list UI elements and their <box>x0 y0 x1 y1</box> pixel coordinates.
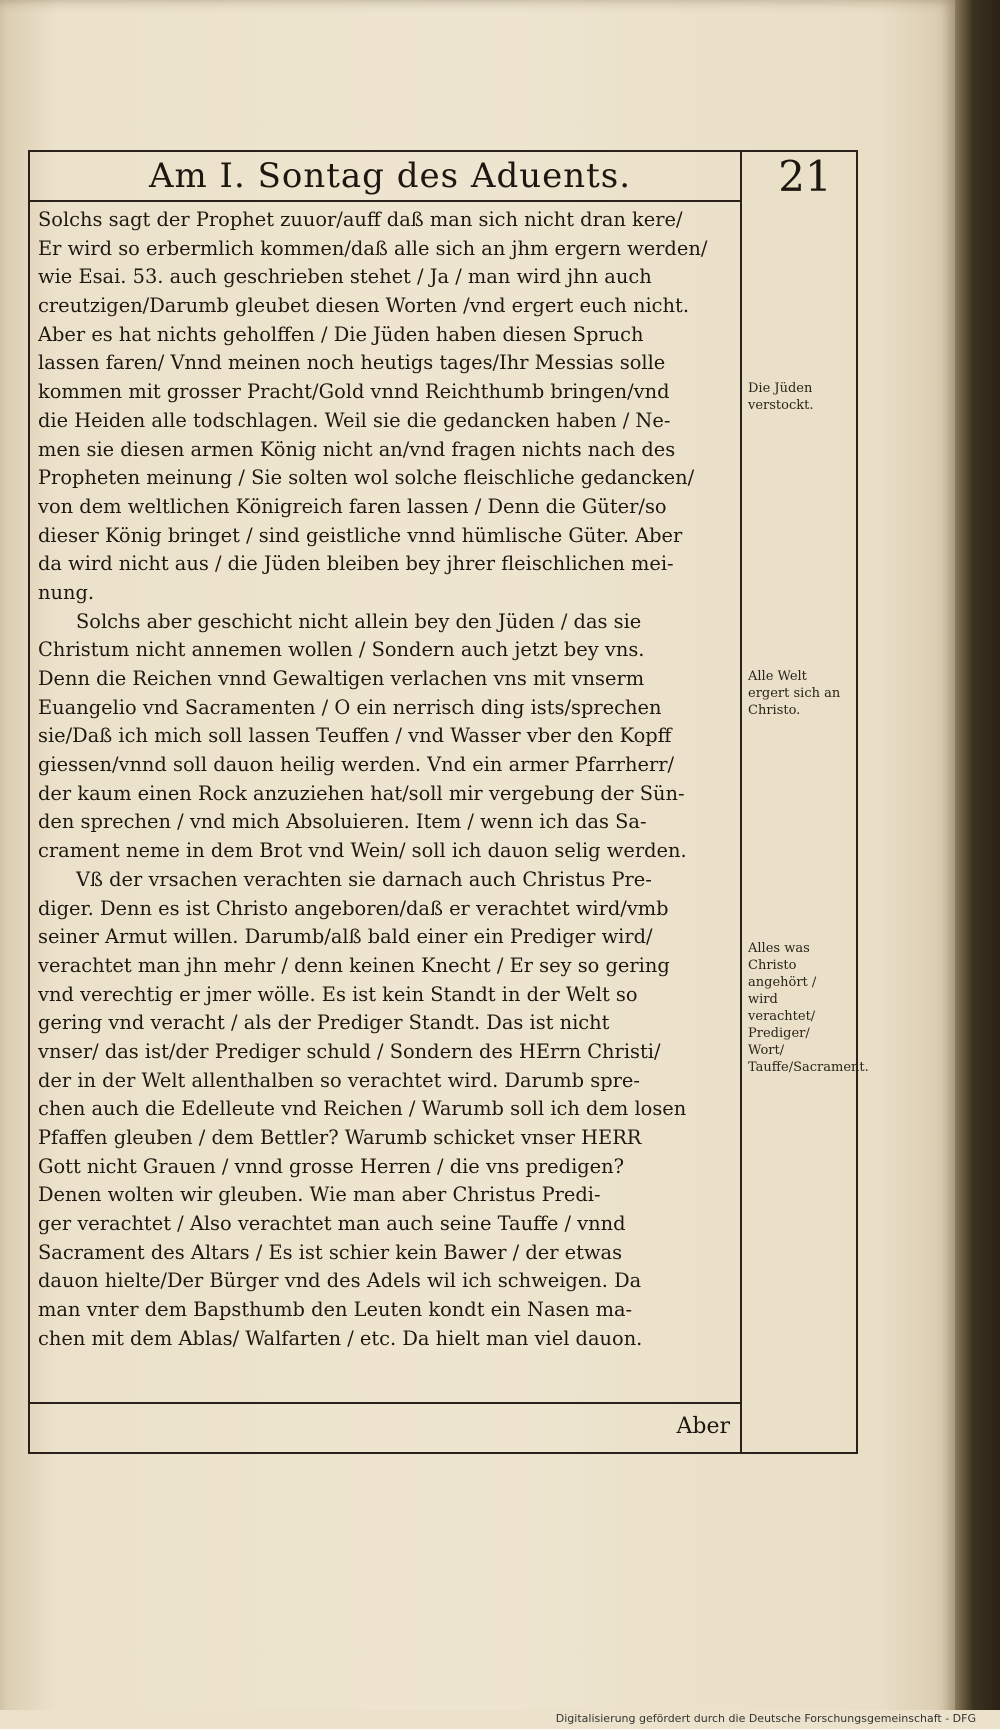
margin-note: Alle Welt ergert sich an Christo. <box>748 669 841 718</box>
text-line: men sie diesen armen König nicht an/vnd fragen nichts nach des <box>38 437 676 461</box>
text-line: man vnter dem Bapsthumb den Leuten kondt ein Nasen ma- <box>38 1298 633 1322</box>
book-edge <box>955 0 1000 1729</box>
text-line: Euangelio vnd Sacramenten / O ein nerrisch ding ists/sprechen <box>38 695 662 719</box>
text-line: Denen wolten wir gleuben. Wie man aber Christus Predi- <box>38 1183 601 1207</box>
text-line: Aber es hat nichts geholffen / Die Jüden haben diesen Spruch <box>38 322 644 346</box>
text-line: Sacrament des Altars / Es ist schier kein Bawer / der etwas <box>38 1240 623 1264</box>
text-line: lassen faren/ Vnnd meinen noch heutigs tages/Ihr Messias solle <box>38 351 666 375</box>
margin-note: Alles was Christo angehört / wird verachtet/ Prediger/ Wort/ Tauffe/Sacrament. <box>748 941 869 1075</box>
text-line: kommen mit grosser Pracht/Gold vnnd Reichthumb bringen/vnd <box>38 380 670 404</box>
footer-credit: Digitalisierung gefördert durch die Deutsche Forschungsgemeinschaft - DFG <box>555 1712 976 1725</box>
text-line: dieser König bringet / sind geistliche vnnd hümlische Güter. Aber <box>38 523 683 547</box>
text-line: chen auch die Edelleute vnd Reichen / Warumb soll ich dem losen <box>38 1097 687 1121</box>
text-line: verachtet man jhn mehr / denn keinen Knecht / Er sey so gering <box>38 953 670 977</box>
text-line: von dem weltlichen Königreich faren lassen / Denn die Güter/so <box>38 494 667 518</box>
text-line: der kaum einen Rock anzuziehen hat/soll mir vergebung der Sün- <box>38 781 685 805</box>
text-line: ger verachtet / Also verachtet man auch seine Tauffe / vnnd <box>38 1212 626 1236</box>
text-line: Christum nicht annemen wollen / Sondern auch jetzt bey vns. <box>38 638 645 662</box>
header-rule <box>28 200 742 202</box>
page-number: 21 <box>778 152 832 201</box>
running-header: Am I. Sontag des Aduents. <box>148 156 632 196</box>
text-line: vnd verechtig er jmer wölle. Es ist kein Standt in der Welt so <box>38 982 638 1006</box>
text-line: chen mit dem Ablas/ Walfarten / etc. Da hielt man viel dauon. <box>38 1326 643 1350</box>
text-line: wie Esai. 53. auch geschrieben stehet / Ja / man wird jhn auch <box>38 265 652 289</box>
catchword: Aber <box>676 1414 730 1439</box>
margin-divider <box>740 150 742 1452</box>
text-line: gering vnd veracht / als der Prediger Standt. Das ist nicht <box>38 1011 610 1035</box>
text-line: der in der Welt allenthalben so verachtet wird. Darumb spre- <box>38 1068 640 1092</box>
text-line: Pfaffen gleuben / dem Bettler? Warumb schicket vnser HERR <box>38 1126 642 1149</box>
text-line: Gott nicht Grauen / vnnd grosse Herren / die vns predigen? <box>38 1154 625 1178</box>
text-line: nung. <box>38 580 95 604</box>
footer-rule <box>28 1402 742 1404</box>
text-line: den sprechen / vnd mich Absoluieren. Item / wenn ich das Sa- <box>38 810 647 834</box>
text-line: crament neme in dem Brot vnd Wein/ soll ich dauon selig werden. <box>38 839 687 863</box>
text-line: seiner Armut willen. Darumb/alß bald einer ein Prediger wird/ <box>38 925 653 949</box>
text-line: creutzigen/Darumb gleubet diesen Worten /vnd ergert euch nicht. <box>38 294 689 318</box>
margin-note: Die Jüden verstockt. <box>748 381 814 413</box>
text-line: diger. Denn es ist Christo angeboren/daß er verachtet wird/vmb <box>38 896 669 920</box>
text-line: Vß der vrsachen verachten sie darnach auch Christus Pre- <box>76 867 652 891</box>
text-line: vnser/ das ist/der Prediger schuld / Sondern des HErrn Christi/ <box>38 1039 661 1063</box>
text-line: Denn die Reichen vnnd Gewaltigen verlachen vns mit vnserm <box>38 667 645 690</box>
text-line: Propheten meinung / Sie solten wol solche fleischliche gedancken/ <box>38 466 695 490</box>
text-line: giessen/vnnd soll dauon heilig werden. Vnd ein armer Pfarrherr/ <box>38 753 675 777</box>
text-line: dauon hielte/Der Bürger vnd des Adels wil ich schweigen. Da <box>38 1269 642 1293</box>
text-line: Er wird so erbermlich kommen/daß alle sich an jhm ergern werden/ <box>38 236 708 260</box>
text-line: die Heiden alle todschlagen. Weil sie die gedancken haben / Ne- <box>38 408 671 432</box>
text-line: Solchs aber geschicht nicht allein bey den Jüden / das sie <box>76 609 642 633</box>
text-line: sie/Daß ich mich soll lassen Teuffen / vnd Wasser vber den Kopff <box>38 724 672 748</box>
body-text <box>38 206 738 1354</box>
text-line: Solchs sagt der Prophet zuuor/auff daß man sich nicht dran kere/ <box>38 208 683 231</box>
text-line: da wird nicht aus / die Jüden bleiben bey jhrer fleischlichen mei- <box>38 552 674 576</box>
